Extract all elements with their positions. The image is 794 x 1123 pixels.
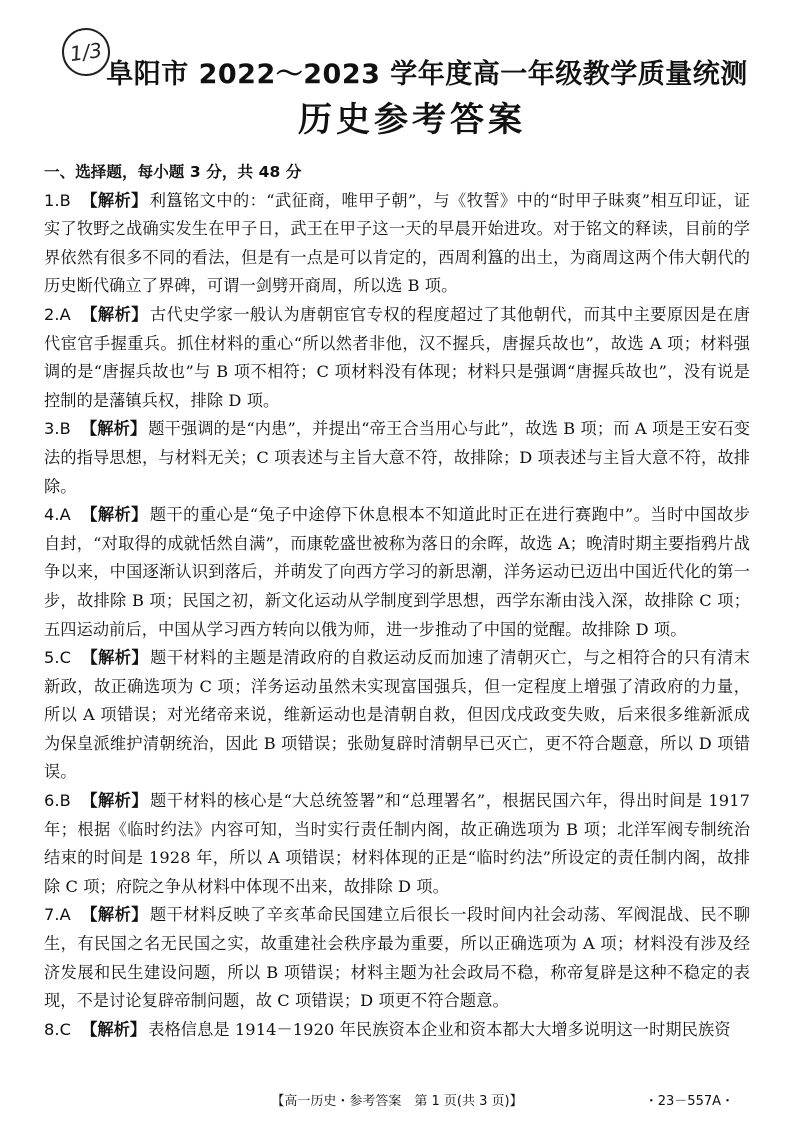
- answer-text: 表格信息是 1914－1920 年民族资本企业和资本都大大增多说明这一时期民族资: [148, 1019, 731, 1039]
- answer-content: [44, 158, 750, 1044]
- answer-text: 题干的重心是“兔子中途停下休息根本不知道此时正在进行赛跑中”。当时中国故步自封，“对取得的成就恬然自满”，而康乾盛世被称为落日的余晖，故选 A；晚清时期主要指鸦片战争以来，中国逐渐认识到落后，并萌发了向西方学习的新思潮，洋务运动已迈出中国近代化的第一步，故排除 B 项；民国之初，新文化运动从学制度到学思想，西学东渐由浅入深，故排除 C 项；五四运动前后，中国从学习西方转向以俄为师，进一步推动了中国的觉醒。故排除 D 项。: [44, 505, 751, 639]
- answer-item: [44, 501, 750, 644]
- analysis-tag: 【解析】: [80, 791, 149, 811]
- answer-item: [44, 187, 750, 301]
- answer-number: 8.C: [44, 1019, 72, 1039]
- answer-text: 古代史学家一般认为唐朝宦官专权的程度超过了其他朝代，而其中主要原因是在唐代宦官手握重兵。抓住材料的重心“所以然者非他，汉不握兵，唐握兵故也”，故选 A 项；材料强调的是“唐握兵故也”与 B 项不相符；C 项材料没有体现；材料只是强调“唐握兵故也”，没有说是控制的是藩镇兵权，排除 D 项。: [44, 304, 750, 410]
- analysis-tag: 【解析】: [80, 190, 148, 210]
- answer-number: 5.C: [44, 648, 72, 668]
- answer-item: [44, 644, 750, 787]
- analysis-tag: 【解析】: [81, 648, 149, 668]
- analysis-tag: 【解析】: [80, 304, 148, 324]
- answer-item: [44, 415, 750, 501]
- exam-title: 阜阳市 2022～2023 学年度高一年级教学质量统测: [106, 59, 748, 90]
- analysis-tag: 【解析】: [80, 419, 147, 439]
- answer-text: 利簋铭文中的：“武征商，唯甲子朝”，与《牧誓》中的“时甲子昧爽”相互印证，证实了牧野之战确实发生在甲子日，武王在甲子这一天的早晨开始进攻。对于铭文的释读，目前的学界依然有很多不同的看法，但是有一点是可以肯定的，西周利簋的出土，为商周这两个伟大朝代的历史断代确立了界碑，可谓一剑劈开商周，所以选 B 项。: [44, 190, 750, 296]
- analysis-tag: 【解析】: [80, 505, 148, 525]
- page-badge: 1/3: [59, 25, 113, 79]
- answer-number: 4.A: [44, 505, 71, 525]
- answer-text: 题干强调的是“内患”，并提出“帝王合当用心与此”，故选 B 项；而 A 项是王安石变法的指导思想，与材料无关；C 项表述与主旨大意不符，故排除；D 项表述与主旨大意不符，故排除。: [44, 419, 750, 496]
- answer-text: 题干材料的核心是“大总统签署”和“总理署名”，根据民国六年，得出时间是 1917 年；根据《临时约法》内容可知，当时实行责任制内阁，故正确选项为 B 项；北洋军阀专制统治结束的时间是 1928 年，所以 A 项错误；材料体现的正是“临时约法”所设定的责任制内阁，故排除 C 项；府院之争从材料中体现不出来，故排除 D 项。: [44, 791, 750, 896]
- answer-number: 3.B: [44, 419, 71, 439]
- answer-number: 1.B: [44, 190, 71, 210]
- answer-text: 题干材料的主题是清政府的自救运动反而加速了清朝灭亡，与之相符合的只有清末新政，故正确选项为 C 项；洋务运动虽然未实现富国强兵，但一定程度上增强了清政府的力量，所以 A 项错误；对光绪帝来说，维新运动也是清朝自救，但因戊戌政变失败，后来很多维新派成为保皇派维护清朝统治，因此 B 项错误；张勋复辟时清朝早已灭亡，更不符合题意，所以 D 项错误。: [44, 648, 750, 782]
- document-title: 历史参考答案: [298, 100, 526, 140]
- answer-number: 7.A: [44, 905, 71, 925]
- analysis-tag: 【解析】: [80, 905, 148, 925]
- answer-list: [44, 187, 750, 1045]
- answer-item: [44, 787, 750, 901]
- footer-page-info: 【高一历史・参考答案 第 1 页(共 3 页)】: [271, 1094, 523, 1109]
- answer-number: 6.B: [44, 791, 71, 811]
- answer-item: [44, 901, 750, 1015]
- answer-text: 题干材料反映了辛亥革命民国建立后很长一段时间内社会动荡、军阀混战、民不聊生，有民国之名无民国之实，故重建社会秩序最为重要，所以正确选项为 A 项；材料没有涉及经济发展和民生建设问题，所以 B 项错误；材料主题为社会政局不稳，称帝复辟是这种不稳定的表现，不是讨论复辟帝制问题，故 C 项错误；D 项更不符合题意。: [44, 905, 750, 1011]
- section-heading: 一、选择题，每小题 3 分，共 48 分: [44, 163, 302, 181]
- footer-code: ・23－557A・: [644, 1094, 734, 1109]
- answer-number: 2.A: [44, 304, 71, 324]
- page-footer: [0, 1090, 794, 1114]
- answer-item: [44, 301, 750, 415]
- analysis-tag: 【解析】: [81, 1019, 147, 1039]
- answer-item: [44, 1016, 750, 1045]
